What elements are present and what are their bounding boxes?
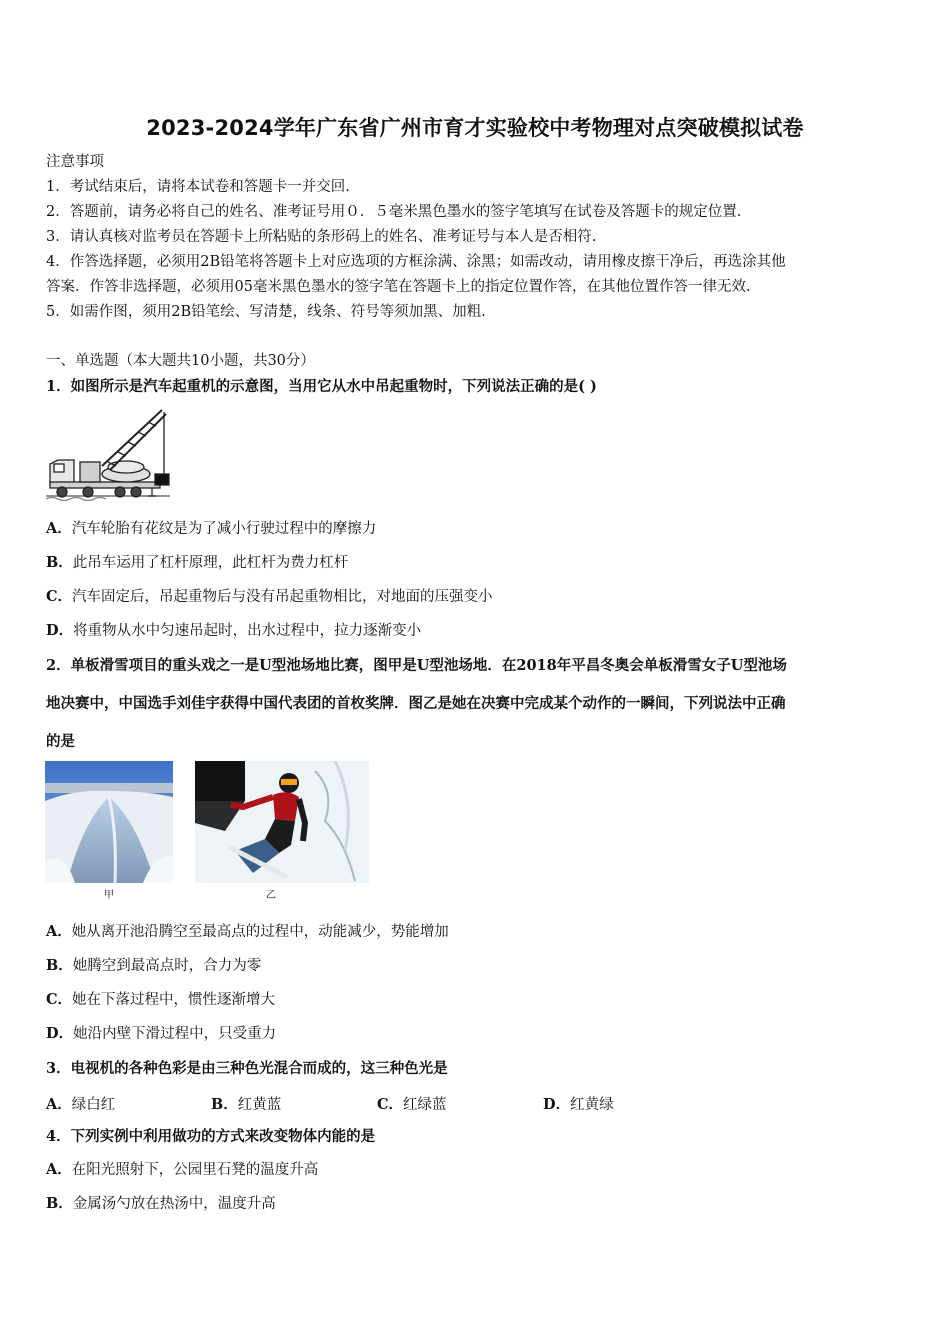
question-3-stem: 3．电视机的各种色彩是由三种色光混合而成的，这三种色光是 [46,1060,448,1077]
question-3-option-c[interactable] [377,1093,447,1114]
option-text: 绿白红 [71,1097,116,1113]
option-key: A． [46,923,72,940]
option-key: A． [46,520,72,537]
option-key: B． [211,1096,238,1113]
halfpipe-photo [45,761,173,883]
question-1-option-b[interactable] [46,553,348,573]
question-2-stem-line: 地决赛中，中国选手刘佳宇获得中国代表团的首枚奖牌．图乙是她在决赛中完成某个动作的一瞬间，下列说法中正确 [46,695,786,712]
notes-heading: 注意事项 [46,154,104,170]
note-item: 2．答题前，请务必将自己的姓名、准考证号用０．５毫米黑色墨水的签字笔填写在试卷及答题卡的规定位置. [46,204,742,220]
option-key: C． [46,991,73,1008]
question-2-option-c[interactable] [46,990,275,1010]
note-item: 3．请认真核对监考员在答题卡上所粘贴的条形码上的姓名、准考证号与本人是否相符. [46,229,597,245]
question-1-stem: 1．如图所示是汽车起重机的示意图，当用它从水中吊起重物时，下列说法正确的是( ) [46,378,597,395]
snowboarder-photo [195,761,369,883]
option-key: B． [46,957,73,974]
option-text: 红黄蓝 [237,1097,282,1113]
option-text: 汽车固定后，吊起重物后与没有吊起重物相比，对地面的压强变小 [72,589,493,605]
question-4-stem: 4．下列实例中利用做功的方式来改变物体内能的是 [46,1128,376,1145]
crane-truck-figure [44,404,174,502]
option-text: 金属汤勺放在热汤中，温度升高 [72,1196,276,1212]
option-key: A． [46,1161,72,1178]
question-3-option-a[interactable] [46,1093,115,1114]
option-text: 她在下落过程中，惯性逐渐增大 [72,992,276,1008]
option-text: 红绿蓝 [403,1097,447,1113]
question-3-option-b[interactable] [211,1093,281,1114]
question-1-option-c[interactable] [46,587,493,607]
option-key: B． [46,1195,73,1212]
figure-caption-jia: 甲 [104,890,114,901]
question-2-stem-line: 的是 [46,733,75,750]
option-text: 此吊车运用了杠杆原理，此杠杆为费力杠杆 [72,555,349,571]
option-text: 将重物从水中匀速吊起时，出水过程中，拉力逐渐变小 [73,623,422,639]
question-4-option-b[interactable] [46,1194,276,1214]
option-text: 她腾空到最高点时，合力为零 [72,958,262,974]
question-1-option-a[interactable] [46,519,376,539]
question-2-option-a[interactable] [46,922,449,942]
note-item: 答案．作答非选择题，必须用05毫米黑色墨水的签字笔在答题卡上的指定位置作答，在其他位置作答一律无效. [46,279,751,295]
option-key: D． [46,1025,74,1042]
page-title: 2023-2024学年广东省广州市育才实验校中考物理对点突破模拟试卷 [146,116,804,140]
note-item: 1．考试结束后，请将本试卷和答题卡一并交回. [46,179,350,195]
question-2-option-b[interactable] [46,956,261,976]
note-item: 4．作答选择题，必须用2B铅笔将答题卡上对应选项的方框涂满、涂黑；如需改动，请用橡皮擦干净后，再选涂其他 [46,254,786,270]
option-text: 红黄绿 [570,1097,614,1113]
question-1-option-d[interactable] [46,621,421,641]
section-heading: 一、单选题（本大题共10小题，共30分） [46,353,315,369]
question-3-option-d[interactable] [543,1093,614,1114]
option-key: C． [377,1096,404,1113]
option-text: 她从离开池沿腾空至最高点的过程中，动能减少，势能增加 [71,924,449,940]
option-key: C． [46,588,73,605]
question-2-stem-line: 2．单板滑雪项目的重头戏之一是U型池场地比赛，图甲是U型池场地．在2018年平昌冬奥会单板滑雪女子U型池场 [46,657,787,674]
option-text: 在阳光照射下，公园里石凳的温度升高 [71,1162,319,1178]
question-2-option-d[interactable] [46,1024,276,1044]
option-key: B． [46,554,73,571]
option-text: 她沿内壁下滑过程中，只受重力 [73,1026,277,1042]
option-key: D． [46,622,74,639]
figure-caption-yi: 乙 [266,890,276,901]
option-text: 汽车轮胎有花纹是为了减小行驶过程中的摩擦力 [71,521,377,537]
option-key: D． [543,1096,571,1113]
question-4-option-a[interactable] [46,1160,318,1180]
option-key: A． [46,1096,72,1113]
note-item: 5．如需作图，须用2B铅笔绘、写清楚，线条、符号等须加黑、加粗. [46,304,486,320]
